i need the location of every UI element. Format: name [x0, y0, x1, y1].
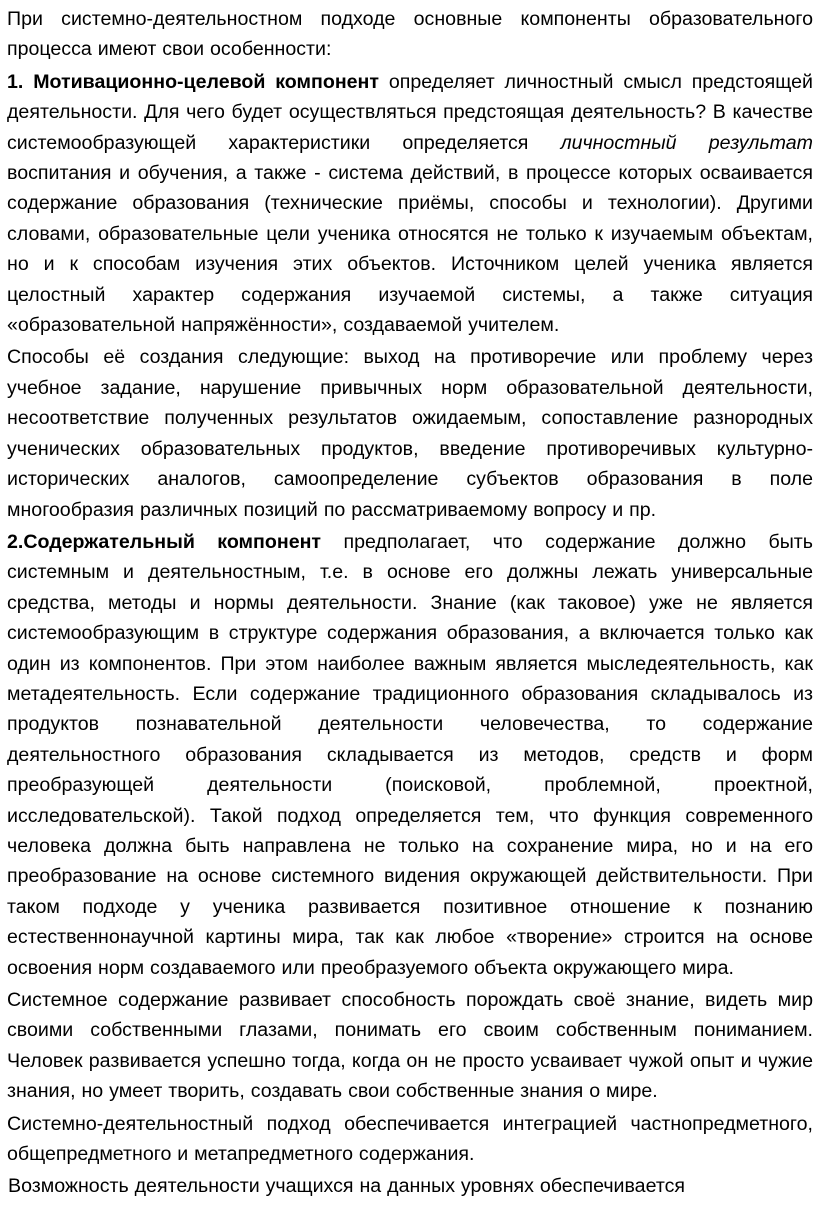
- motivational-component-paragraph: [7, 67, 813, 341]
- integration-paragraph: [7, 1109, 813, 1170]
- system-content-paragraph: [7, 985, 813, 1107]
- personal-result-term: личностный результат: [560, 131, 813, 154]
- system-content-text: Системное содержание развивает способность порождать своё знание, видеть мир своими собственными глазами, понимать его своим собственным пониманием. Человек развивается успешно тогда, когда он не просто усваивает чужой опыт и чужие знания, но умеет творить, создавать свои собственные знания о мире.: [7, 989, 813, 1103]
- intro-text: При системно-деятельностном подходе основные компоненты образовательного процесса имеют свои особенности:: [7, 8, 813, 61]
- possibility-paragraph: [8, 1171, 813, 1201]
- motivational-component-heading: 1. Мотивационно-целевой компонент: [7, 70, 379, 93]
- content-component-paragraph: [7, 527, 813, 983]
- content-component-heading: 2.Содержательный компонент: [7, 530, 322, 553]
- motivational-text-a: определяет личностный смысл предстоящей деятельности. Для чего будет осуществляться предстоящая деятельность? В качестве системообразующей характеристики определяется: [7, 70, 813, 154]
- intro-paragraph: [7, 4, 813, 65]
- motivational-text-b: воспитания и обучения, а также - система действий, в процессе которых осваивается содержание образования (технические приёмы, способы и технологии). Другими словами, образовательные цели ученика относятся не только к изучаемым объектам, но и к способам изучения этих объектов. Источником целей ученика является целостный характер содержания изучаемой системы, а также ситуация «образовательной напряжённости», создаваемой учителем.: [7, 162, 813, 337]
- possibility-text: Возможность деятельности учащихся на данных уровнях обеспечивается: [8, 1175, 685, 1198]
- content-component-text: предполагает, что содержание должно быть системным и деятельностным, т.е. в основе его должны лежать универсальные средства, методы и нормы деятельности. Знание (как таковое) уже не является системообразующим в структуре содержания образования, а включается только как один из компонентов. При этом наиболее важным является мыследеятельность, как метадеятельность. Если содержание традиционного образования складывалось из продуктов познавательной деятельности человечества, то содержание деятельностного образования складывается из методов, средств и форм преобразующей деятельности (поисковой, проблемной, проектной, исследовательской). Такой подход определяется тем, что функция современного человека должна быть направлена не только на сохранение мира, но и на его преобразование на основе системного видения окружающей действительности. При таком подходе у ученика развивается позитивное отношение к познанию естественнонаучной картины мира, так как любое «творение» строится на основе освоения норм создаваемого или преобразуемого объекта окружающего мира.: [7, 530, 813, 979]
- methods-paragraph: [7, 342, 813, 524]
- document-page: [7, 4, 813, 1202]
- methods-text: Способы её создания следующие: выход на противоречие или проблему через учебное задание, нарушение привычных норм образовательной деятельности, несоответствие полученных результатов ожидаемым, сопоставление разнородных ученических образовательных продуктов, введение противоречивых культурно-исторических аналогов, самоопределение субъектов образования в поле многообразия различных позиций по рассматриваемому вопросу и пр.: [7, 346, 813, 521]
- integration-text: Системно-деятельностный подход обеспечивается интеграцией частнопредметного, общепредметного и метапредметного содержания.: [7, 1112, 813, 1166]
